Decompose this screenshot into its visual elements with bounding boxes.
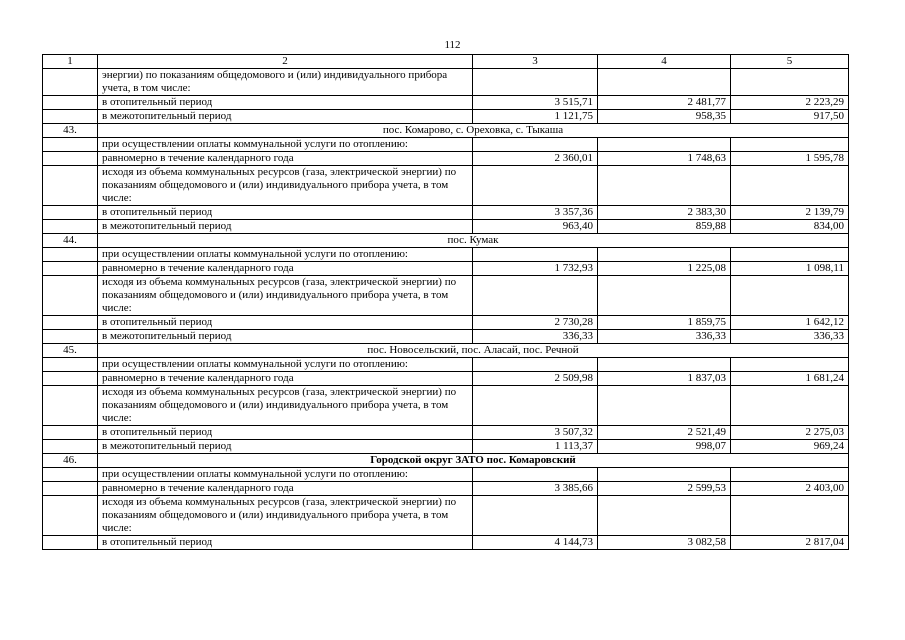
row-number-empty: [43, 166, 98, 206]
table-row: [43, 440, 849, 454]
table-row: [43, 110, 849, 124]
row-description: в межотопительный период: [98, 440, 473, 454]
value-col-5: [731, 138, 849, 152]
row-description: равномерно в течение календарного года: [98, 372, 473, 386]
locality-title: пос. Новосельский, пос. Аласай, пос. Речной: [98, 344, 849, 358]
value-col-4: [598, 248, 731, 262]
value-col-4: 336,33: [598, 330, 731, 344]
value-col-5: 1 681,24: [731, 372, 849, 386]
row-number-empty: [43, 206, 98, 220]
row-description: в отопительный период: [98, 206, 473, 220]
value-col-3: [473, 468, 598, 482]
value-col-4: [598, 358, 731, 372]
value-col-3: [473, 358, 598, 372]
header-cell-1: 1: [43, 55, 98, 69]
value-col-4: [598, 69, 731, 96]
row-description: в межотопительный период: [98, 330, 473, 344]
value-col-5: 917,50: [731, 110, 849, 124]
value-col-3: [473, 248, 598, 262]
row-description: равномерно в течение календарного года: [98, 262, 473, 276]
row-number-empty: [43, 110, 98, 124]
value-col-3: [473, 69, 598, 96]
value-col-3: 336,33: [473, 330, 598, 344]
value-col-4: 998,07: [598, 440, 731, 454]
value-col-5: 2 817,04: [731, 536, 849, 550]
table-row: [43, 468, 849, 482]
row-number-empty: [43, 248, 98, 262]
value-col-5: [731, 358, 849, 372]
row-description: исходя из объема коммунальных ресурсов (газа, электрической энергии) по показаниям общедомового и (или) индивидуального прибора учета, в том числе:: [98, 166, 473, 206]
table-row: [43, 316, 849, 330]
row-number-empty: [43, 482, 98, 496]
row-description: энергии) по показаниям общедомового и (или) индивидуального прибора учета, в том числе:: [98, 69, 473, 96]
row-number-empty: [43, 372, 98, 386]
row-description: при осуществлении оплаты коммунальной услуги по отоплению:: [98, 358, 473, 372]
value-col-4: 3 082,58: [598, 536, 731, 550]
value-col-4: 958,35: [598, 110, 731, 124]
group-row: [43, 344, 849, 358]
value-col-4: 1 859,75: [598, 316, 731, 330]
row-description: при осуществлении оплаты коммунальной услуги по отоплению:: [98, 248, 473, 262]
value-col-4: [598, 276, 731, 316]
table-row: [43, 276, 849, 316]
value-col-3: 1 121,75: [473, 110, 598, 124]
table-row: [43, 358, 849, 372]
row-description: при осуществлении оплаты коммунальной услуги по отоплению:: [98, 138, 473, 152]
table-row: [43, 166, 849, 206]
row-description: в межотопительный период: [98, 110, 473, 124]
header-cell-2: 2: [98, 55, 473, 69]
row-number-empty: [43, 330, 98, 344]
row-number-empty: [43, 69, 98, 96]
value-col-4: 1 748,63: [598, 152, 731, 166]
value-col-4: [598, 138, 731, 152]
row-number-empty: [43, 536, 98, 550]
table-row: [43, 262, 849, 276]
value-col-3: 3 507,32: [473, 426, 598, 440]
table-row: [43, 220, 849, 234]
row-description: при осуществлении оплаты коммунальной услуги по отоплению:: [98, 468, 473, 482]
value-col-5: [731, 166, 849, 206]
value-col-4: [598, 496, 731, 536]
value-col-5: 1 098,11: [731, 262, 849, 276]
value-col-3: 3 357,36: [473, 206, 598, 220]
group-row: [43, 234, 849, 248]
row-number: 46.: [43, 454, 98, 468]
row-number-empty: [43, 468, 98, 482]
locality-title: Городской округ ЗАТО пос. Комаровский: [98, 454, 849, 468]
value-col-4: 859,88: [598, 220, 731, 234]
value-col-3: [473, 276, 598, 316]
header-cell-3: 3: [473, 55, 598, 69]
row-number-empty: [43, 426, 98, 440]
value-col-4: 2 599,53: [598, 482, 731, 496]
value-col-5: 2 139,79: [731, 206, 849, 220]
row-number-empty: [43, 386, 98, 426]
value-col-4: 2 521,49: [598, 426, 731, 440]
value-col-3: 2 360,01: [473, 152, 598, 166]
value-col-5: 969,24: [731, 440, 849, 454]
table-row: [43, 96, 849, 110]
row-number-empty: [43, 496, 98, 536]
group-row: [43, 454, 849, 468]
row-number-empty: [43, 262, 98, 276]
value-col-3: 1 732,93: [473, 262, 598, 276]
row-description: в отопительный период: [98, 96, 473, 110]
value-col-5: 2 403,00: [731, 482, 849, 496]
table-row: [43, 69, 849, 96]
page-number: 112: [444, 39, 461, 51]
value-col-3: [473, 166, 598, 206]
table-row: [43, 482, 849, 496]
table-row: [43, 248, 849, 262]
row-number-empty: [43, 96, 98, 110]
value-col-4: 1 837,03: [598, 372, 731, 386]
value-col-5: [731, 468, 849, 482]
row-description: исходя из объема коммунальных ресурсов (газа, электрической энергии) по показаниям общедомового и (или) индивидуального прибора учета, в том числе:: [98, 386, 473, 426]
row-number-empty: [43, 358, 98, 372]
table-row: [43, 152, 849, 166]
value-col-4: [598, 386, 731, 426]
table-row: [43, 206, 849, 220]
value-col-4: 1 225,08: [598, 262, 731, 276]
table-row: [43, 536, 849, 550]
header-row: [43, 55, 849, 69]
value-col-5: 2 223,29: [731, 96, 849, 110]
value-col-5: [731, 386, 849, 426]
value-col-3: [473, 386, 598, 426]
table-row: [43, 372, 849, 386]
group-row: [43, 124, 849, 138]
row-description: исходя из объема коммунальных ресурсов (газа, электрической энергии) по показаниям общедомового и (или) индивидуального прибора учета, в том числе:: [98, 496, 473, 536]
row-number: 45.: [43, 344, 98, 358]
value-col-5: [731, 69, 849, 96]
value-col-5: 2 275,03: [731, 426, 849, 440]
row-number-empty: [43, 316, 98, 330]
value-col-3: [473, 138, 598, 152]
table-row: [43, 386, 849, 426]
value-col-3: [473, 496, 598, 536]
header-cell-4: 4: [598, 55, 731, 69]
locality-title: пос. Кумак: [98, 234, 849, 248]
table-row: [43, 426, 849, 440]
value-col-4: 2 481,77: [598, 96, 731, 110]
row-description: в отопительный период: [98, 316, 473, 330]
value-col-4: 2 383,30: [598, 206, 731, 220]
row-number-empty: [43, 220, 98, 234]
value-col-5: [731, 276, 849, 316]
header-cell-5: 5: [731, 55, 849, 69]
value-col-5: 336,33: [731, 330, 849, 344]
table-row: [43, 138, 849, 152]
row-number-empty: [43, 138, 98, 152]
table-row: [43, 330, 849, 344]
value-col-5: [731, 496, 849, 536]
value-col-3: 2 730,28: [473, 316, 598, 330]
value-col-3: 3 385,66: [473, 482, 598, 496]
row-number-empty: [43, 152, 98, 166]
row-description: в межотопительный период: [98, 220, 473, 234]
value-col-3: 963,40: [473, 220, 598, 234]
row-description: исходя из объема коммунальных ресурсов (газа, электрической энергии) по показаниям общедомового и (или) индивидуального прибора учета, в том числе:: [98, 276, 473, 316]
value-col-5: 834,00: [731, 220, 849, 234]
locality-title: пос. Комарово, с. Ореховка, с. Тыкаша: [98, 124, 849, 138]
value-col-5: 1 642,12: [731, 316, 849, 330]
row-description: в отопительный период: [98, 536, 473, 550]
row-number: 43.: [43, 124, 98, 138]
value-col-3: 4 144,73: [473, 536, 598, 550]
row-description: равномерно в течение календарного года: [98, 482, 473, 496]
value-col-3: 3 515,71: [473, 96, 598, 110]
value-col-3: 1 113,37: [473, 440, 598, 454]
tariff-table: [42, 54, 849, 550]
row-number-empty: [43, 440, 98, 454]
value-col-4: [598, 468, 731, 482]
row-description: равномерно в течение календарного года: [98, 152, 473, 166]
row-number: 44.: [43, 234, 98, 248]
table-row: [43, 496, 849, 536]
row-number-empty: [43, 276, 98, 316]
value-col-3: 2 509,98: [473, 372, 598, 386]
value-col-5: [731, 248, 849, 262]
value-col-5: 1 595,78: [731, 152, 849, 166]
row-description: в отопительный период: [98, 426, 473, 440]
value-col-4: [598, 166, 731, 206]
